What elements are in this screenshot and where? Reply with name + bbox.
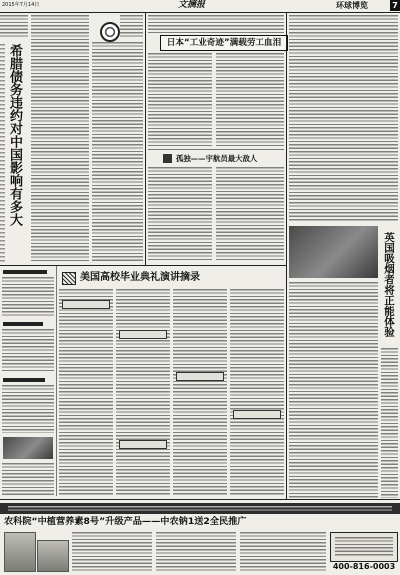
japan-headline: 日本“工业奇迹”满载劳工血泪 [160,35,288,51]
sidebar-photo [3,437,53,459]
uk-body-col-2 [381,348,398,498]
ad-text-3 [240,532,326,572]
page-number: 7 [390,0,400,11]
uk-body-col-1 [289,282,378,498]
astronaut-body-col-2 [216,167,284,262]
column-logo [100,22,120,42]
greece-body-col-1 [31,15,89,262]
japan-body-col-1 [148,53,212,147]
speaker-subhead [119,440,167,449]
ad-text-2 [156,532,236,572]
product-image [37,540,69,572]
greece-body-col-2 [92,42,143,262]
uk-headline: 英国吸烟者将正能体验 [383,232,395,337]
ad-rule [0,499,400,500]
greece-headline: 希腊债务违约对中国影响有多大 [7,44,22,226]
japan-body-top [148,15,284,33]
ad-text-1 [72,532,152,572]
greece-body-top [120,15,143,39]
sidebar-heading [3,270,47,274]
ad-title: 农科院“中植营养素8号”升级产品——中农钠1送2全民推广 [4,516,247,527]
sidebar-heading [3,322,43,326]
astronaut-rule [148,149,284,150]
commencement-icon [62,272,76,285]
promo-strip-text [8,506,392,511]
sidebar-text-4 [2,463,54,495]
uk-photo [289,226,378,278]
japan-body-col-2 [216,53,284,147]
astronaut-body-col-1 [148,167,212,262]
left-strip-text [0,15,28,39]
masthead: 文摘报 [178,0,206,10]
issue-date: 2015年7月14日 [2,2,40,8]
commencement-col-2 [116,289,170,495]
column-divider [56,266,57,496]
product-image [4,532,36,572]
sidebar-text-3 [2,385,54,433]
astronaut-headline: 孤独——宇航员最大敌人 [176,154,258,163]
header-rule [0,12,400,13]
commencement-headline: 美国高校毕业典礼演讲摘录 [80,272,200,283]
commencement-col-4 [230,289,284,495]
commencement-col-1 [59,289,113,495]
promo-strip [0,503,400,514]
section-title: 环球博览 [336,1,368,10]
astronaut-icon [163,154,172,163]
speaker-subhead [119,330,167,339]
sidebar-text-1 [2,277,54,317]
ad-order-text [335,537,393,557]
ad-order-box [330,532,398,562]
sidebar-heading [3,378,45,382]
column-divider [286,13,287,500]
speaker-subhead [62,300,110,309]
right-body-top [289,15,398,222]
column-divider [145,13,146,265]
sidebar-text-2 [2,329,54,373]
commencement-col-3 [173,289,227,495]
ad-phone-number: 400-816-0003 [332,562,396,571]
left-edge-text [0,44,5,262]
section-rule [0,265,286,266]
speaker-subhead [233,410,281,419]
speaker-subhead [176,372,224,381]
